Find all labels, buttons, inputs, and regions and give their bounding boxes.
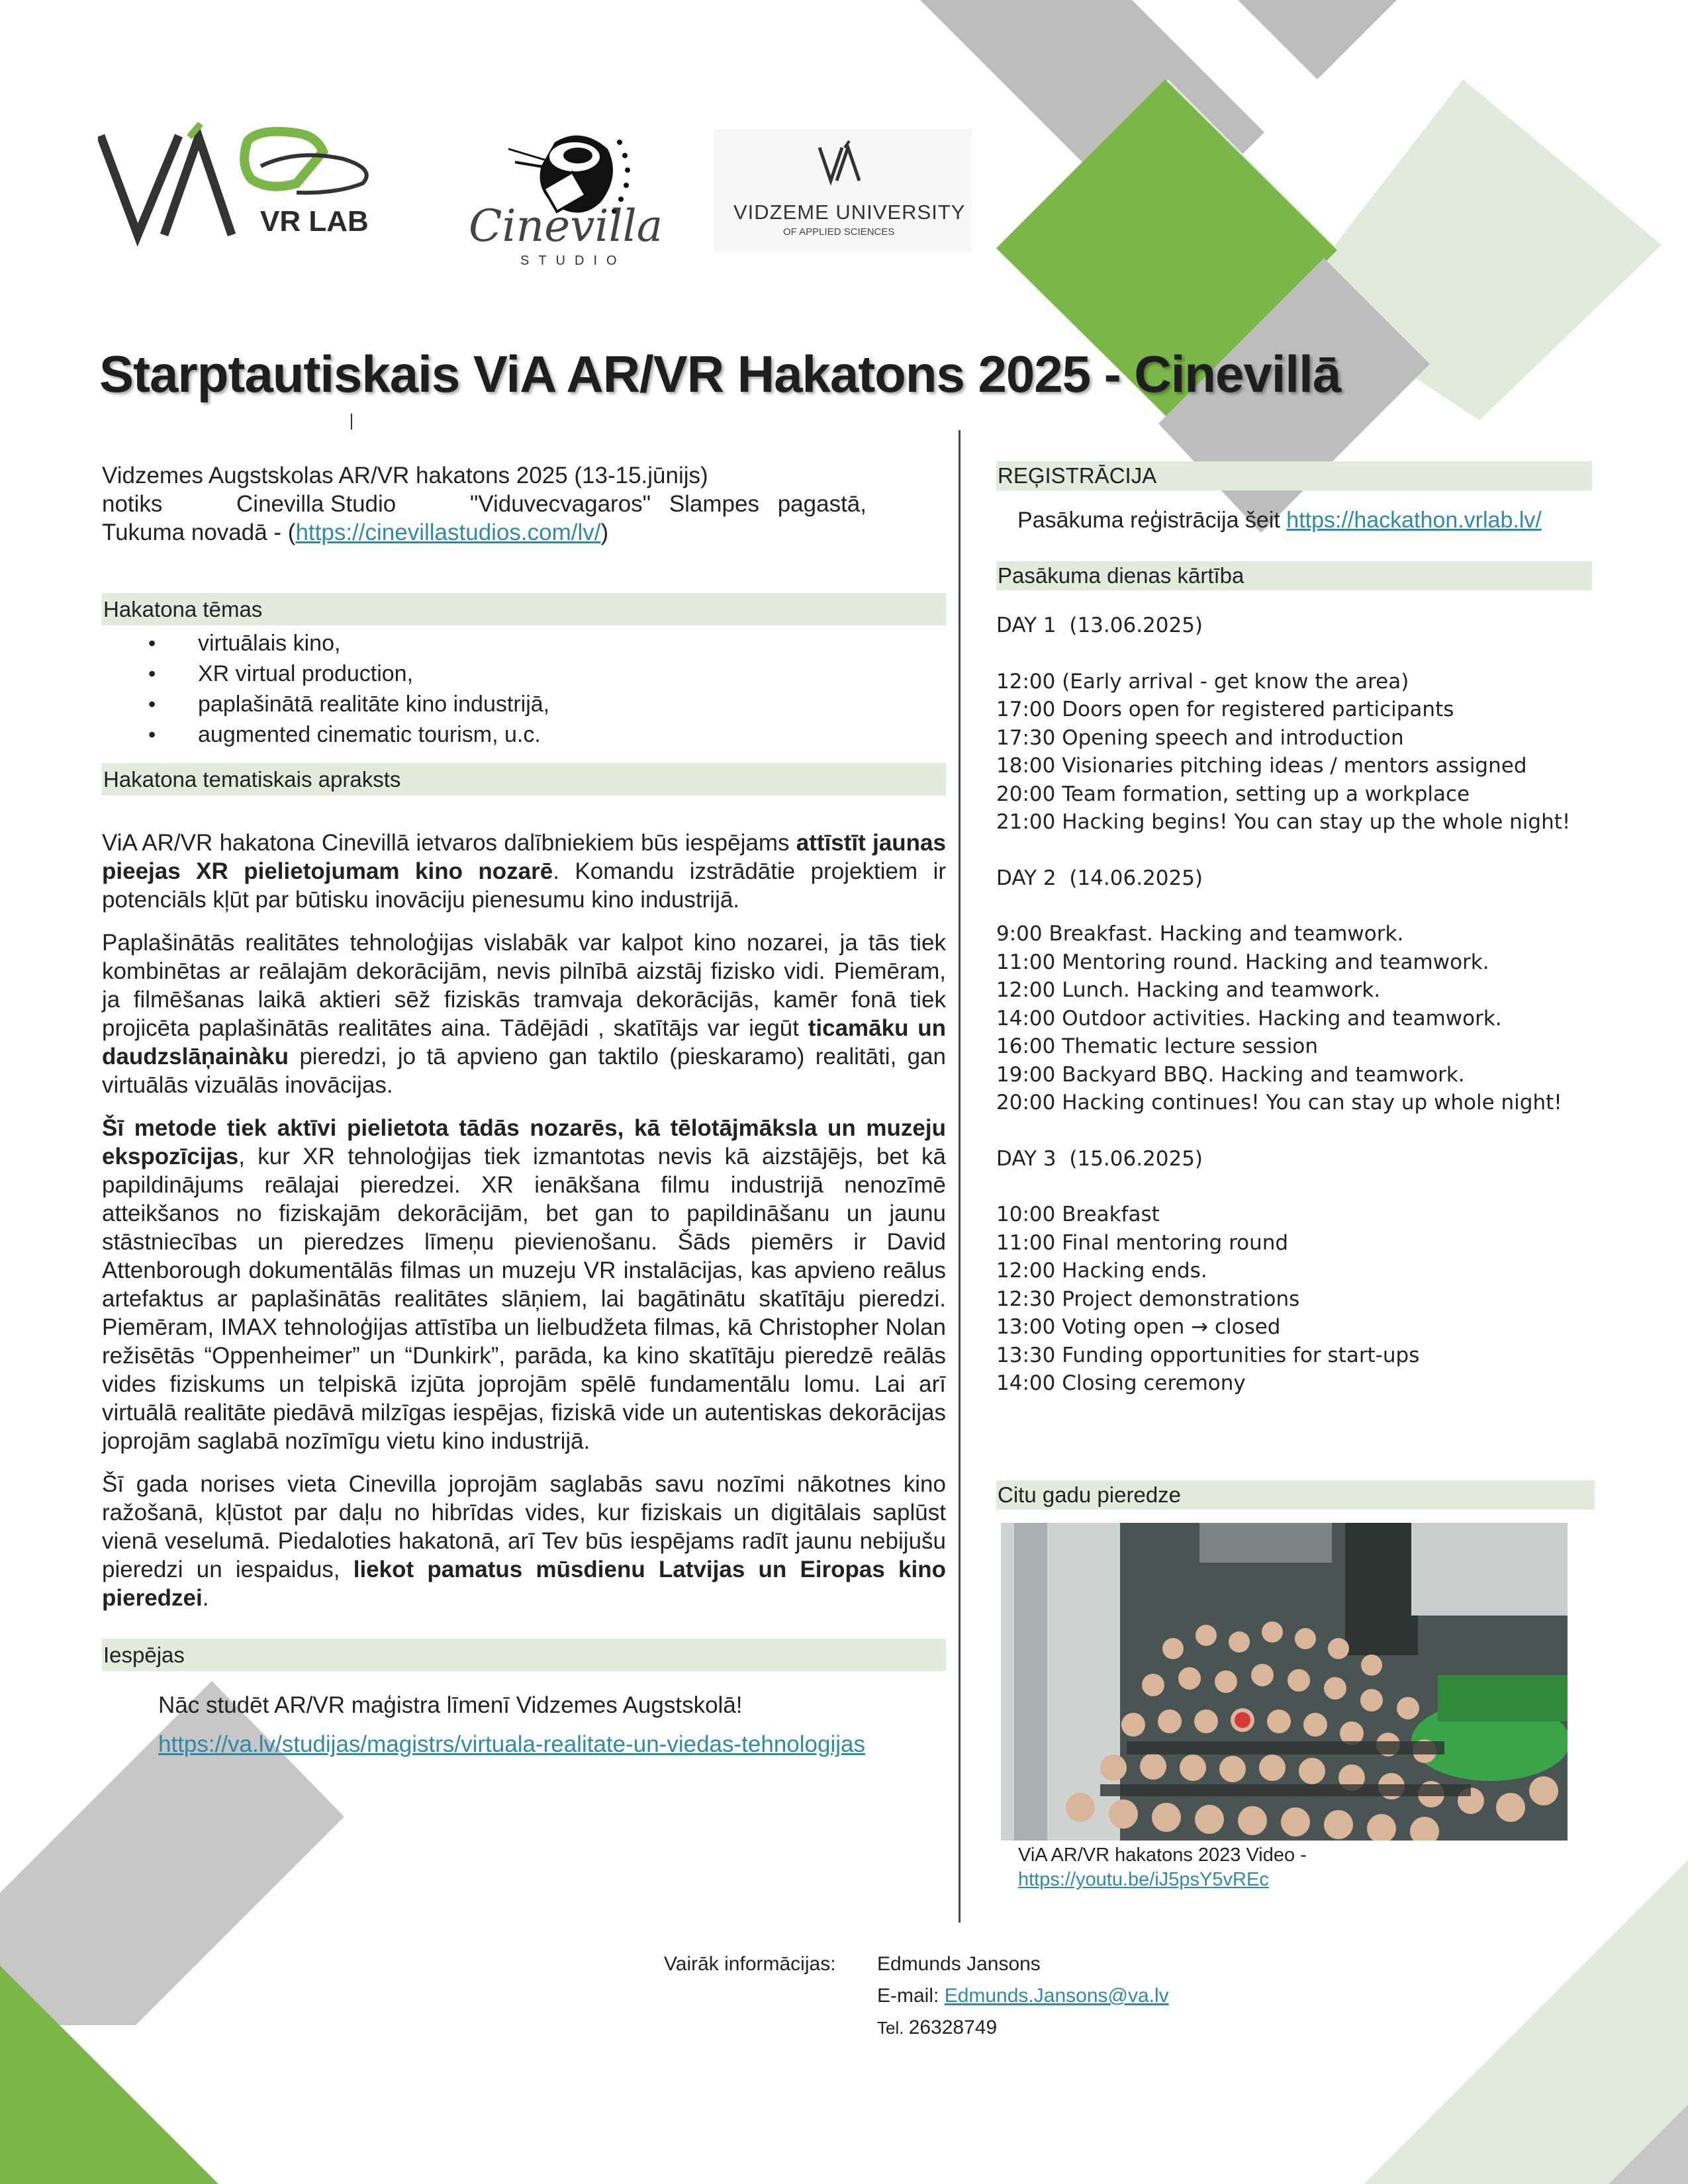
contact-email-label: E-mail: xyxy=(877,1985,945,2007)
intro-location: "Viduvecvagaros" Slampes pagastā, xyxy=(469,491,867,517)
left-column xyxy=(102,461,946,1758)
schedule-item: 17:00 Doors open for registered participants xyxy=(996,698,1454,721)
intro-tukums: Tukuma novadā - ( xyxy=(102,520,296,545)
day-label: DAY 1 xyxy=(996,614,1056,637)
desc-p4-c: . xyxy=(202,1585,209,1611)
contact-email-link[interactable]: Edmunds.Jansons@va.lv xyxy=(944,1985,1169,2007)
section-opportunities-heading: Iespējas xyxy=(102,1639,946,1671)
desc-p4-a: Šī gada norises vieta Cinevilla joprojām saglabās savu nozīmi nākotnes kino ražošanā, kļūstot par daļu no hibrīdas vides, kur fiziskais un digitālais saplūst vienā veselumā. Piedaloties hakatonā, arī Tev būs iespējams radīt jaunu nebijušu pieredzi un iespaidus, xyxy=(102,1471,946,1582)
opportunities-link-wrap xyxy=(102,1730,946,1758)
desc-p2-b: ticamāku un daudzslāņainàku xyxy=(102,1015,946,1069)
schedule-item: 13:00 Voting open → closed xyxy=(996,1315,1281,1339)
intro-line-1: Vidzemes Augstskolas AR/VR hakatons 2025 (13-15.jūnijs) xyxy=(102,463,708,488)
topic-item: • paplašinātā realitāte kino industrijā, xyxy=(198,689,946,719)
contact-name: Edmunds Jansons xyxy=(877,1953,1041,1975)
schedule-item: 12:30 Project demonstrations xyxy=(996,1287,1300,1311)
contact-tel-label: Tel. xyxy=(877,2018,909,2038)
day-3 xyxy=(996,1145,1592,1398)
description-paragraph-4 xyxy=(102,1470,946,1612)
schedule-item: 14:00 Closing ceremony xyxy=(996,1371,1246,1395)
deco-lightgreen-bottom-right xyxy=(1364,1860,1688,2184)
day-heading xyxy=(996,612,1592,640)
text-cursor xyxy=(351,414,352,430)
photo-caption xyxy=(1018,1843,1307,1892)
day-heading xyxy=(996,864,1592,893)
topic-item: • augmented cinematic tourism, u.c. xyxy=(198,719,946,750)
schedule-item: 10:00 Breakfast xyxy=(996,1203,1160,1226)
intro-close: ) xyxy=(600,520,609,545)
opportunities-text: Nāc studēt AR/VR maģistra līmenī Vidzemes Augstskolā! xyxy=(158,1692,743,1718)
topic-item: • XR virtual production, xyxy=(198,659,946,689)
intro-line-2 xyxy=(102,490,867,518)
desc-p1-c: . Komandu izstrādātie projektiem ir potenciāls kļūt par būtisku inovāciju pienesumu kino industrijā. xyxy=(102,858,947,913)
schedule-item: 20:00 Team formation, setting up a workplace xyxy=(996,782,1470,806)
registration-line xyxy=(996,508,1592,533)
intro xyxy=(102,461,867,547)
deco-gray-corner xyxy=(1238,0,1397,79)
section-registration-heading: REĢISTRĀCIJA xyxy=(996,461,1592,490)
day-label: DAY 2 xyxy=(996,866,1056,890)
section-topics-heading: Hakatona tēmas xyxy=(102,593,946,625)
photo-caption-text: ViA AR/VR hakatons 2023 Video - xyxy=(1018,1844,1307,1866)
day-date: (13.06.2025) xyxy=(1056,614,1203,637)
vidzeme-emblem xyxy=(714,129,972,195)
contact-email-line xyxy=(877,1980,1169,2012)
vidzeme-sub: OF APPLIED SCIENCES xyxy=(783,226,895,238)
schedule-item: 12:00 Lunch. Hacking and teamwork. xyxy=(996,978,1381,1002)
description-paragraph-2 xyxy=(102,929,946,1099)
desc-p1-a: ViA AR/VR hakatona Cinevillā ietvaros dalībniekiem būs iespējams xyxy=(102,830,796,856)
cinevilla-label: Cinevilla xyxy=(469,201,663,251)
contact-block xyxy=(877,1948,1169,2044)
masters-program-link[interactable]: https://va.lv/studijas/magistrs/virtuala-realitate-un-viedas-tehnologijas xyxy=(158,1731,865,1757)
registration-text: Pasākuma reģistrācija šeit xyxy=(1017,508,1287,533)
schedule-item: 16:00 Thematic lecture session xyxy=(996,1034,1318,1058)
description-paragraph-3 xyxy=(102,1114,946,1455)
video-link[interactable]: https://youtu.be/iJ5psY5vREc xyxy=(1018,1869,1269,1890)
desc-p2-c: pieredzi, jo tā apvieno gan taktilo (pieskaramo) realitāti, gan virtuālās vizuālās inovācijas. xyxy=(102,1044,946,1098)
description-paragraph-1 xyxy=(102,829,946,914)
page-title: Starptautiskais ViA AR/VR Hakatons 2025 - Cinevillā xyxy=(99,345,1341,403)
contact-tel-line xyxy=(877,2012,1169,2044)
day-date: (15.06.2025) xyxy=(1056,1146,1203,1171)
cinevilla-sub: STUDIO xyxy=(520,253,626,268)
contact-label: Vairāk informācijas: xyxy=(664,1953,836,1975)
schedule-item: 13:30 Funding opportunities for start-ups xyxy=(996,1343,1420,1367)
vrlab-logo xyxy=(98,122,379,248)
schedule-item: 11:00 Final mentoring round xyxy=(996,1230,1289,1255)
desc-p2-a: Paplašinātās realitātes tehnoloģijas vislabāk var kalpot kino nozarei, ja tās tiek kombinētas ar reālajām dekorācijām, nevis pilnībā aizstāj fizisko vidi. Piemēram, ja filmēšanas laikā aktieri sēž fiziskās tramvaja dekorācijās, kamēr fonā tiek projicēta paplašinātās realitātes aina. Tādējādi , skatītājs var iegūt xyxy=(102,930,946,1041)
group-photo xyxy=(1001,1523,1568,1841)
topics-list xyxy=(102,628,946,750)
day-2 xyxy=(996,864,1592,1117)
section-schedule-heading: Pasākuma dienas kārtība xyxy=(996,561,1592,590)
schedule-item: 11:00 Mentoring round. Hacking and teamwork. xyxy=(996,950,1489,974)
day-label: DAY 3 xyxy=(996,1146,1056,1171)
day-1 xyxy=(996,612,1592,837)
desc-p3-a: Šī metode tiek aktīvi pielietota tādās nozarēs, kā xyxy=(102,1115,671,1141)
schedule-item: 21:00 Hacking begins! You can stay up the whole night! xyxy=(996,810,1571,834)
cinevilla-logo xyxy=(469,122,667,275)
schedule-item: 12:00 Hacking ends. xyxy=(996,1259,1207,1283)
column-divider xyxy=(959,430,961,1923)
schedule-item: 18:00 Visionaries pitching ideas / mentors assigned xyxy=(996,754,1527,778)
schedule-item: 19:00 Backyard BBQ. Hacking and teamwork. xyxy=(996,1062,1465,1087)
vidzeme-logo xyxy=(714,129,972,251)
schedule-item: 12:00 (Early arrival - get know the area) xyxy=(996,669,1409,694)
topic-item: • virtuālais kino, xyxy=(198,628,946,659)
vrlab-label: VR LAB xyxy=(260,205,369,238)
intro-notiks: notiks xyxy=(102,491,163,517)
vidzeme-name: VIDZEME UNIVERSITY xyxy=(733,201,966,224)
registration-link[interactable]: https://hackathon.vrlab.lv/ xyxy=(1286,508,1542,533)
cinevilla-link[interactable]: https://cinevillastudios.com/lv/ xyxy=(295,520,601,545)
intro-cinevilla: Cinevilla Studio xyxy=(236,491,397,517)
intro-line-3 xyxy=(102,518,867,547)
day-date: (14.06.2025) xyxy=(1056,866,1203,890)
desc-p3-b: tēlotājmāksla un muzeju ekspozīcijas xyxy=(102,1115,946,1169)
schedule-item: 20:00 Hacking continues! You can stay up whole night! xyxy=(996,1091,1562,1115)
section-description-heading: Hakatona tematiskais apraksts xyxy=(102,763,946,796)
schedule-item: 9:00 Breakfast. Hacking and teamwork. xyxy=(996,922,1404,946)
day-heading xyxy=(996,1145,1592,1173)
desc-p1-b: attīstīt jaunas pieejas XR pielietojumam kino nozarē xyxy=(102,830,946,884)
group-photo-illustration xyxy=(1001,1523,1568,1841)
contact-tel: 26328749 xyxy=(908,2017,998,2038)
schedule-item: 14:00 Outdoor activities. Hacking and teamwork. xyxy=(996,1006,1502,1030)
section-experience-heading: Citu gadu pieredze xyxy=(996,1480,1595,1510)
desc-p3-c: , kur XR tehnoloģijas tiek izmantotas nevis kā aizstājējs, bet kā papildinājums reālajai pieredzei. XR ienākšana filmu industrijā nenozīmē atteikšanos no fiziskajām dekorācijām, bet gan to papildināšanu un jaunu stāstniecības un pieredzes līmeņu pievienošanu. Šāds piemērs ir David Attenborough dokumentālās filmas un muzeju VR instalācijas, kas apvieno reālus artefaktus ar paplašinātās realitātes slāņiem, lai bagātinātu skatītāju pieredzi. Piemēram, IMAX tehnoloģijas attīstība un lielbudžeta filmas, kā Christopher Nolan režisētās “Oppenheimer” un “Dunkirk”, parāda, ka kino skatītāju pieredzē reālās vides fiziskums un telpiskā izjūta joprojām spēlē fundamentālu lomu. Lai arī virtuālā realitāte piedāvā milzīgas iespējas, fiziskā vide un autentiskas dekorācijas joprojām saglabā nozīmīgu vietu kino industrijā. xyxy=(102,1144,946,1454)
desc-p4-b: liekot pamatus mūsdienu Latvijas un Eiropas kino pieredzei xyxy=(102,1557,946,1611)
schedule xyxy=(996,612,1592,1398)
right-column xyxy=(996,461,1592,1398)
schedule-item: 17:30 Opening speech and introduction xyxy=(996,725,1404,750)
